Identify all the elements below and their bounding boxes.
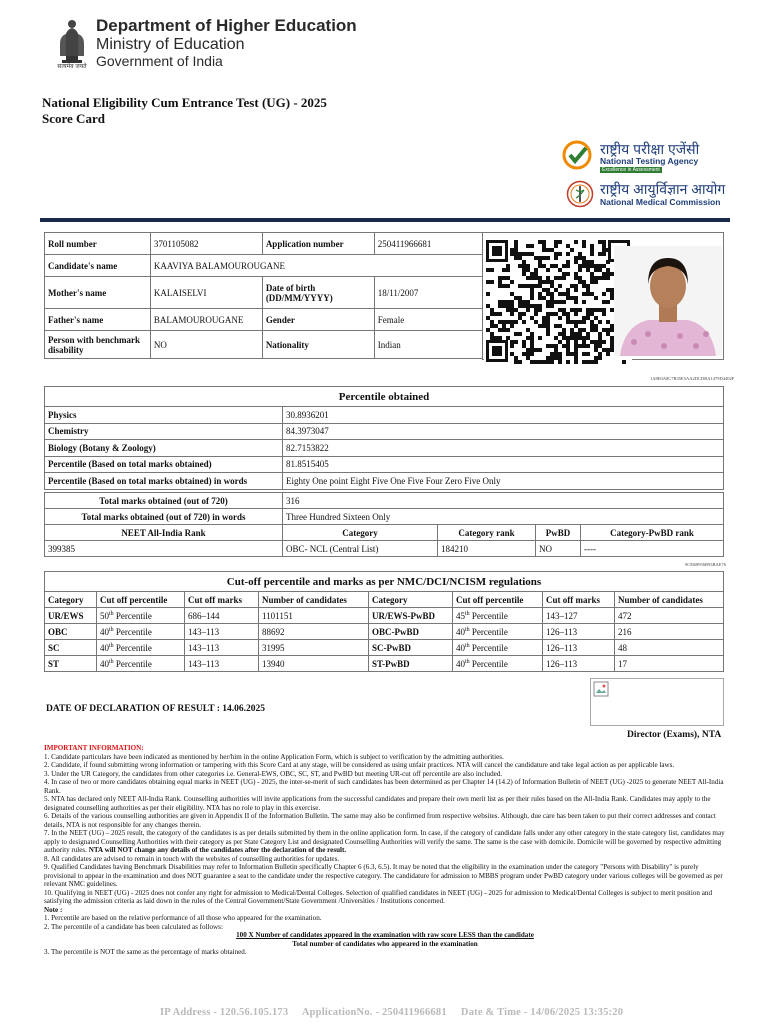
mother-value: KALAISELVI xyxy=(150,277,262,309)
cutoff-candidates: 1101151 xyxy=(259,608,369,624)
cutoff-marks: 143–113 xyxy=(185,624,259,640)
info-item-7: 7. In the NEET (UG) – 2025 result, the category of the candidates is as per details submitted by them in the online application form. In case, if the category of candidate falls under any other category in the state category list, candidates may apply to designated Counselling Authorities with their category as per State Category List and designated Counselling Authorities will verify the same. The same is the case with domicile. Domicile will be governed by respective admitting authority rules. NTA will NOT change any details of the candidates after the declaration of the result. xyxy=(44,829,725,854)
total-marks-value: 316 xyxy=(283,493,724,509)
name-value: KAAVIYA BALAMOUROUGANE xyxy=(150,255,482,277)
cutoff-candidates: 88692 xyxy=(259,624,369,640)
info-item: 9. Qualified Candidates having Benchmark Disabilities may refer to Information Bulletin specifically Chapter 6 (6.3, 6.5). It may be noted that the eligibility in the examination under the category "Persons with Disability" is purely provisional to appear in the examination and does NOT guarantee a seat to the candidate under the respective category. The candidature for admission to MBBS program under PwBD category under various colleges will be governed as per relevant NMC guidelines. xyxy=(44,863,723,888)
cutoff-percentile: 40th Percentile xyxy=(97,656,185,672)
percentile-formula xyxy=(44,931,726,948)
gender-value: Female xyxy=(374,309,482,331)
info-item: 4. In case of two or more candidates obtaining equal marks in NEET (UG) - 2025, the inter-se-merit of such candidates has been determined as per Chapter 14 (14.2) of Information Bulletin of NEET (UG) -2025 to generate NEET All-India Rank. xyxy=(44,778,724,795)
cutoff-candidates: 31995 xyxy=(259,640,369,656)
nmc-hindi-name: राष्ट्रीय आयुर्विज्ञान आयोग xyxy=(600,181,726,197)
biology-label: Biology (Botany & Zoology) xyxy=(45,440,283,457)
total-words-label: Total marks obtained (out of 720) in words xyxy=(45,509,283,525)
formula-denominator: Total number of candidates who appeared in the examination xyxy=(292,939,478,948)
government-title: Government of India xyxy=(96,53,223,69)
cutoff-col-marks-2: Cut off marks xyxy=(543,592,615,608)
rank-header: NEET All-India Rank xyxy=(45,525,283,541)
cutoff-category: SC xyxy=(45,640,97,656)
pwbd-value: NO xyxy=(150,331,262,359)
cutoff-percentile-pwbd: 45th Percentile xyxy=(453,608,543,624)
totals-table xyxy=(44,492,724,557)
cutoff-table xyxy=(44,571,724,672)
note-item: 3. The percentile is NOT the same as the percentage of marks obtained. xyxy=(44,948,247,956)
nationality-value: Indian xyxy=(374,331,482,359)
nta-english-name: National Testing Agency xyxy=(600,156,699,166)
cutoff-marks: 143–113 xyxy=(185,656,259,672)
cutoff-heading: Cut-off percentile and marks as per NMC/DCI/NCISM regulations xyxy=(45,572,724,592)
percentile-table xyxy=(44,386,724,490)
cutoff-percentile-pwbd: 40th Percentile xyxy=(453,640,543,656)
note-item: 1. Percentile are based on the relative performance of all those who appeared for the examination. xyxy=(44,914,322,922)
broken-image-icon xyxy=(593,681,609,697)
gender-label: Gender xyxy=(262,309,374,331)
cutoff-percentile-pwbd: 40th Percentile xyxy=(453,656,543,672)
chemistry-value: 84.3973047 xyxy=(283,423,724,440)
nmc-logo-icon xyxy=(566,180,594,208)
biology-value: 82.7153822 xyxy=(283,440,724,457)
pwbd-label: Person with benchmark disability xyxy=(45,331,151,359)
cutoff-candidates-pwbd: 472 xyxy=(615,608,724,624)
signature-image xyxy=(590,678,724,726)
category-value: OBC- NCL (Central List) xyxy=(283,541,438,557)
director-signature-label: Director (Exams), NTA xyxy=(627,730,722,740)
header-divider xyxy=(40,218,730,222)
cutoff-percentile: 40th Percentile xyxy=(97,640,185,656)
total-percentile-label: Percentile (Based on total marks obtained) xyxy=(45,456,283,473)
cutoff-category: OBC xyxy=(45,624,97,640)
app-value: 250411966681 xyxy=(374,233,482,255)
cutoff-category-pwbd: ST-PwBD xyxy=(369,656,453,672)
name-label: Candidate's name xyxy=(45,255,151,277)
pwbd-rank-header: Category-PwBD rank xyxy=(581,525,724,541)
footer-watermark: IP Address - 120.56.105.173 ApplicationNo. - 250411966681 Date & Time - 14/06/2025 13:35:20 xyxy=(160,1007,624,1018)
important-information xyxy=(44,744,726,957)
category-rank-header: Category rank xyxy=(438,525,536,541)
note-item: 2. The percentile of a candidate has been calculated as follows: xyxy=(44,922,223,931)
note-heading: Note : xyxy=(44,905,63,914)
qr-code-icon xyxy=(484,238,632,364)
table-row xyxy=(45,624,724,640)
cutoff-marks-pwbd: 126–113 xyxy=(543,624,615,640)
declaration-date: DATE OF DECLARATION OF RESULT : 14.06.2025 xyxy=(46,704,266,714)
dept-title: Department of Higher Education xyxy=(96,16,357,35)
cutoff-marks-pwbd: 126–113 xyxy=(543,640,615,656)
total-words-value: Three Hundred Sixteen Only xyxy=(283,509,724,525)
total-percentile-value: 81.8515405 xyxy=(283,456,724,473)
physics-label: Physics xyxy=(45,407,283,424)
cutoff-candidates-pwbd: 17 xyxy=(615,656,724,672)
cutoff-category: ST xyxy=(45,656,97,672)
dob-label: Date of birth (DD/MM/YYYY) xyxy=(262,277,374,309)
cutoff-marks: 143–113 xyxy=(185,640,259,656)
percentile-words-label: Percentile (Based on total marks obtained) in words xyxy=(45,473,283,490)
cutoff-candidates-pwbd: 48 xyxy=(615,640,724,656)
cutoff-col-marks: Cut off marks xyxy=(185,592,259,608)
cutoff-percentile-pwbd: 40th Percentile xyxy=(453,624,543,640)
scorecard-title: Score Card xyxy=(42,111,105,126)
roll-value: 3701105082 xyxy=(150,233,262,255)
nta-hindi-name: राष्ट्रीय परीक्षा एजेंसी xyxy=(600,141,700,157)
percentile-heading: Percentile obtained xyxy=(45,387,724,407)
nationality-label: Nationality xyxy=(262,331,374,359)
ministry-title: Ministry of Education xyxy=(96,36,245,53)
info-item: 1. Candidate particulars have been indicated as mentioned by her/him in the online Application Form, which is subject to verification by the admitting authorities. xyxy=(44,752,504,761)
cutoff-category-pwbd: UR/EWS-PwBD xyxy=(369,608,453,624)
table-row xyxy=(45,656,724,672)
father-label: Father's name xyxy=(45,309,151,331)
table-row xyxy=(45,640,724,656)
info-item: 6. Details of the various counselling authorities are given in Appendix II of the Information Bulletin. The same may also be confirmed from respective websites. Although, due care has been taken to put their correct addresses and contact details, NTA is not responsible for any changes therein. xyxy=(44,812,716,829)
cutoff-col-percentile: Cut off percentile xyxy=(97,592,185,608)
cutoff-marks-pwbd: 126–113 xyxy=(543,656,615,672)
cutoff-percentile: 40th Percentile xyxy=(97,624,185,640)
category-header: Category xyxy=(283,525,438,541)
cutoff-category: UR/EWS xyxy=(45,608,97,624)
cutoff-percentile: 50th Percentile xyxy=(97,608,185,624)
cutoff-candidates: 13940 xyxy=(259,656,369,672)
cutoff-candidates-pwbd: 216 xyxy=(615,624,724,640)
physics-value: 30.8936201 xyxy=(283,407,724,424)
nta-tagline: Excellence in Assessment xyxy=(602,167,660,173)
formula-numerator: 100 X Number of candidates appeared in the examination with raw score LESS than the candidate xyxy=(236,931,534,939)
pwbd-status-value: NO xyxy=(536,541,581,557)
barcode-text-2: 9CE6B956B93BAE76 xyxy=(685,562,727,567)
chemistry-label: Chemistry xyxy=(45,423,283,440)
dob-value: 18/11/2007 xyxy=(374,277,482,309)
info-heading: IMPORTANT INFORMATION: xyxy=(44,744,144,752)
info-item: 10. Qualifying in NEET (UG) - 2025 does not confer any right for admission to Medical/Dental Colleges. Selection of qualified candidates in NEET (UG) - 2025 for admission to Medical/Dental Colleges is subject to merit position and satisfying the admission criteria as laid down in the rules of the Central Government/State Government /Universities / Institutions concerned. xyxy=(44,888,712,905)
roll-label: Roll number xyxy=(45,233,151,255)
emblem-motto: सत्यमेव जयते xyxy=(57,64,87,70)
category-rank-value: 184210 xyxy=(438,541,536,557)
cutoff-marks: 686–144 xyxy=(185,608,259,624)
cutoff-col-percentile-2: Cut off percentile xyxy=(453,592,543,608)
info-item: 3. Under the UR Category, the candidates from other categories i.e. General-EWS, OBC, SC, ST, and PwBD but meeting UR-cut off percentile are also included. xyxy=(44,769,503,778)
app-label: Application number xyxy=(262,233,374,255)
candidate-photo xyxy=(614,246,722,356)
info-item: 2. Candidate, if found submitting wrong information or tampering with this Score Card at any stage, will be considered as using unfair practices. NTA will cancel the candidature and take legal action as per applicable laws. xyxy=(44,761,675,769)
mother-label: Mother's name xyxy=(45,277,151,309)
nta-logo-icon xyxy=(562,140,592,170)
cutoff-category-pwbd: SC-PwBD xyxy=(369,640,453,656)
total-marks-label: Total marks obtained (out of 720) xyxy=(45,493,283,509)
nmc-english-name: National Medical Commission xyxy=(600,197,721,207)
rank-value: 399385 xyxy=(45,541,283,557)
info-item: 5. NTA has declared only NEET All-India Rank. Counselling authorities will invite applications from the successful candidates and prepare their own merit list as per their rules based on the All-India Rank. Candidates may apply to the designated counselling authorities as per their eligibility. NTA has no role to play in this exercise. xyxy=(44,795,711,812)
barcode-text-1: 1A8E0A8C7B35E5AA2DCDBA1479D4402F xyxy=(650,376,735,381)
info-item: 8. All candidates are advised to remain in touch with the websites of counselling authorities for updates. xyxy=(44,854,340,863)
pwbd-rank-value: ---- xyxy=(581,541,724,557)
cutoff-marks-pwbd: 143–127 xyxy=(543,608,615,624)
cutoff-col-candidates: Number of candidates xyxy=(259,592,369,608)
pwbd-header: PwBD xyxy=(536,525,581,541)
cutoff-col-category: Category xyxy=(45,592,97,608)
cutoff-category-pwbd: OBC-PwBD xyxy=(369,624,453,640)
table-row xyxy=(45,608,724,624)
percentile-words-value: Eighty One point Eight Five One Five Four Zero Five Only xyxy=(283,473,724,490)
cutoff-col-category-2: Category xyxy=(369,592,453,608)
exam-title: National Eligibility Cum Entrance Test (UG) - 2025 xyxy=(42,95,327,110)
cutoff-col-candidates-2: Number of candidates xyxy=(615,592,724,608)
father-value: BALAMOUROUGANE xyxy=(150,309,262,331)
